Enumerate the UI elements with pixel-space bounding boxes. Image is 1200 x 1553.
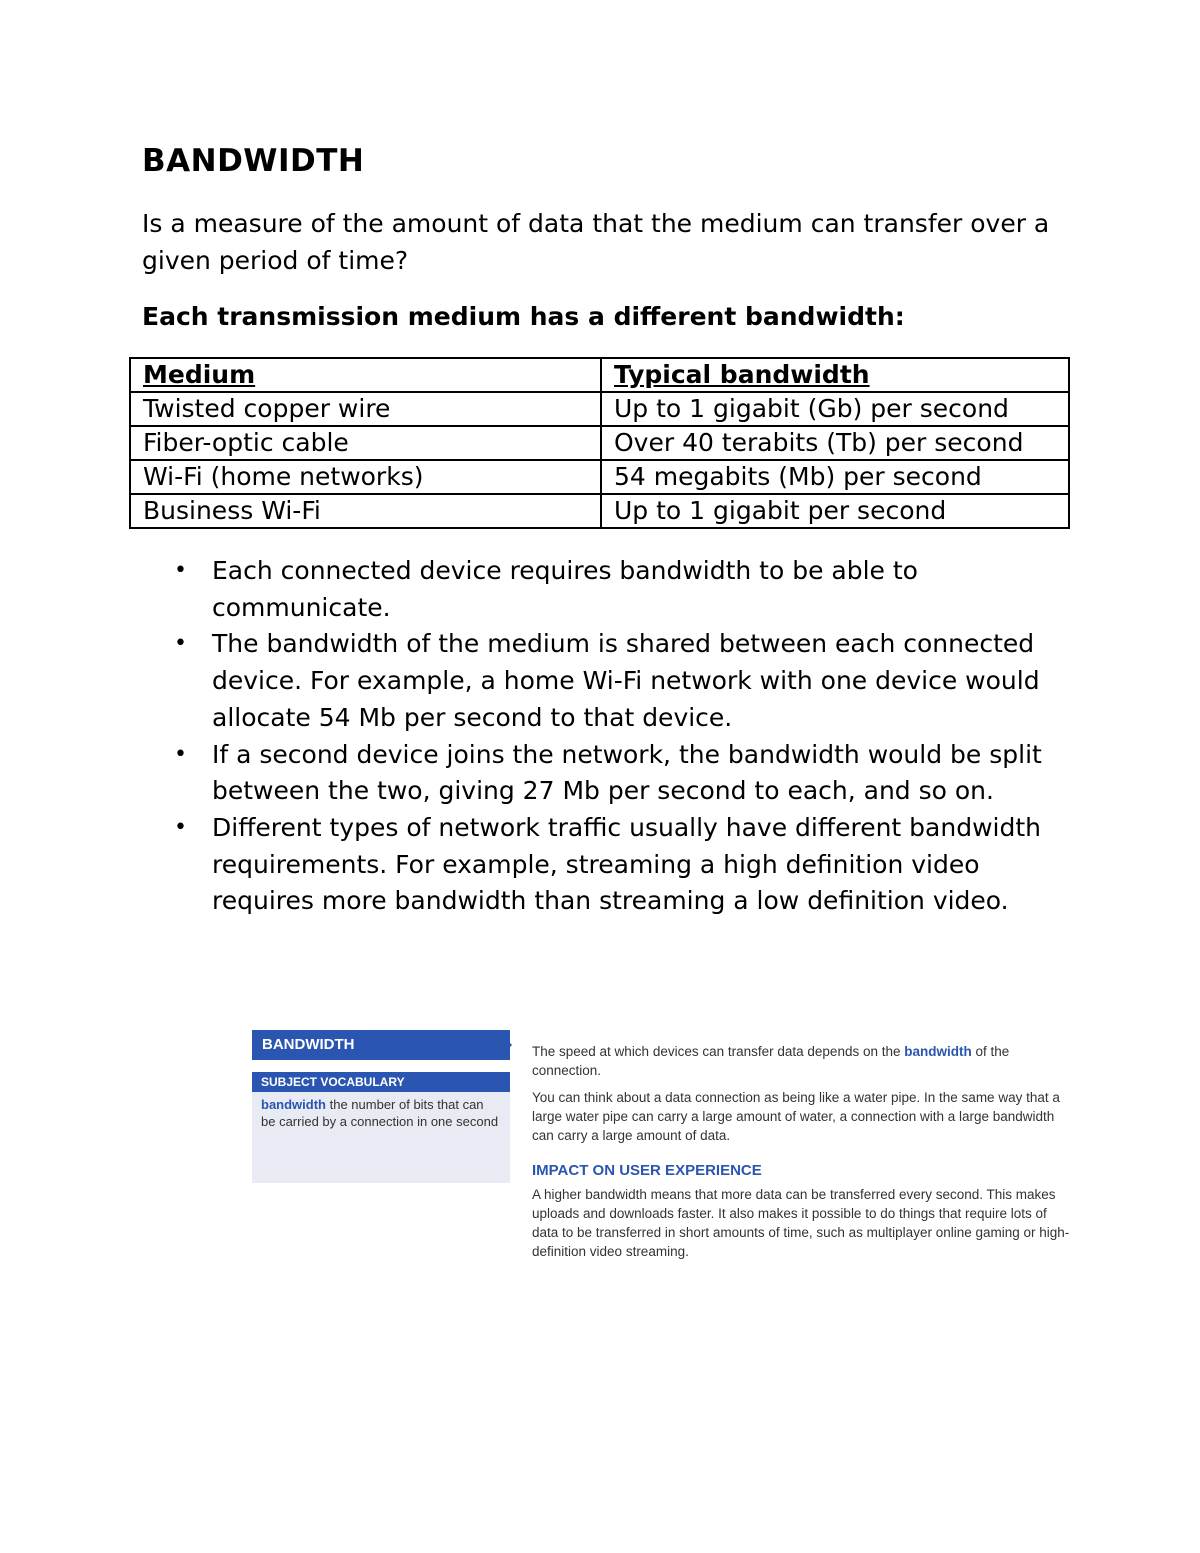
bandwidth-cell: Up to 1 gigabit per second — [601, 494, 1069, 528]
bullet-icon: • — [174, 814, 187, 840]
table-row — [130, 392, 1069, 426]
column-header-medium: Medium — [130, 358, 601, 392]
table-row — [130, 494, 1069, 528]
bullet-icon: • — [174, 558, 187, 583]
impact-heading: IMPACT ON USER EXPERIENCE — [532, 1162, 762, 1179]
list-item-text: The bandwidth of the medium is shared between each connected device. For example, a home Wi-Fi network with one device would allocate 54 Mb per second to that device. — [212, 629, 1040, 732]
medium-cell: Twisted copper wire — [130, 392, 601, 426]
vocabulary-term: bandwidth — [261, 1097, 326, 1112]
vocabulary-definition — [252, 1092, 510, 1130]
vocabulary-box — [252, 1072, 510, 1183]
list-item-text: Each connected device requires bandwidth to be able to communicate. — [212, 556, 918, 622]
list-item — [170, 626, 1070, 736]
textbook-excerpt-image — [252, 1030, 1072, 1270]
medium-cell: Business Wi-Fi — [130, 494, 601, 528]
excerpt-text-span: The speed at which devices can transfer data depends on the — [532, 1044, 905, 1059]
excerpt-body — [532, 1042, 1072, 1269]
medium-cell: Wi-Fi (home networks) — [130, 460, 601, 494]
document-title: BANDWIDTH — [142, 143, 365, 179]
excerpt-banner — [252, 1030, 510, 1060]
excerpt-paragraph: You can think about a data connection as being like a water pipe. In the same way that a large water pipe can carry a large amount of water, a connection with a large bandwidth can carry a large amount of data. — [532, 1090, 1060, 1143]
bullet-icon: • — [174, 631, 187, 657]
bullet-list — [170, 553, 1070, 920]
medium-cell: Fiber-optic cable — [130, 426, 601, 460]
bullet-icon: • — [174, 741, 187, 767]
vocabulary-heading: SUBJECT VOCABULARY — [252, 1072, 510, 1092]
table-subheading: Each transmission medium has a different bandwidth: — [142, 302, 905, 331]
intro-paragraph: Is a measure of the amount of data that the medium can transfer over a given period of time? — [142, 209, 1050, 275]
vocabulary-definition-text: the number of bits that can be carried by a connection in one second — [261, 1097, 499, 1129]
excerpt-banner-title: BANDWIDTH — [262, 1036, 355, 1053]
bandwidth-cell: Up to 1 gigabit (Gb) per second — [601, 392, 1069, 426]
impact-paragraph: A higher bandwidth means that more data can be transferred every second. This makes uploads and downloads faster. It also makes it possible to do things that require lots of data to be transferred in short amounts of time, such as multiplayer online gaming or high-definition video streaming. — [532, 1187, 1070, 1259]
table-row — [130, 426, 1069, 460]
list-item-text: If a second device joins the network, the bandwidth would be split between the two, giving 27 Mb per second to each, and so on. — [212, 739, 1042, 806]
list-item — [170, 737, 1070, 810]
bandwidth-cell: Over 40 terabits (Tb) per second — [601, 426, 1069, 460]
bandwidth-table — [129, 357, 1070, 529]
list-item-text: Different types of network traffic usually have different bandwidth requirements. For example, streaming a high definition video requires more bandwidth than streaming a low definition video. — [212, 812, 1041, 916]
table-header-row — [130, 358, 1069, 392]
excerpt-paragraph — [532, 1042, 1072, 1080]
banner-arrow-icon — [496, 1030, 512, 1060]
highlighted-term: bandwidth — [904, 1044, 972, 1059]
excerpt-text-span: of the connection. — [532, 1044, 1010, 1078]
bandwidth-cell: 54 megabits (Mb) per second — [601, 460, 1069, 494]
list-item — [170, 810, 1070, 920]
list-item — [170, 553, 1070, 626]
column-header-typical-bandwidth: Typical bandwidth — [601, 358, 1069, 392]
table-row — [130, 460, 1069, 494]
